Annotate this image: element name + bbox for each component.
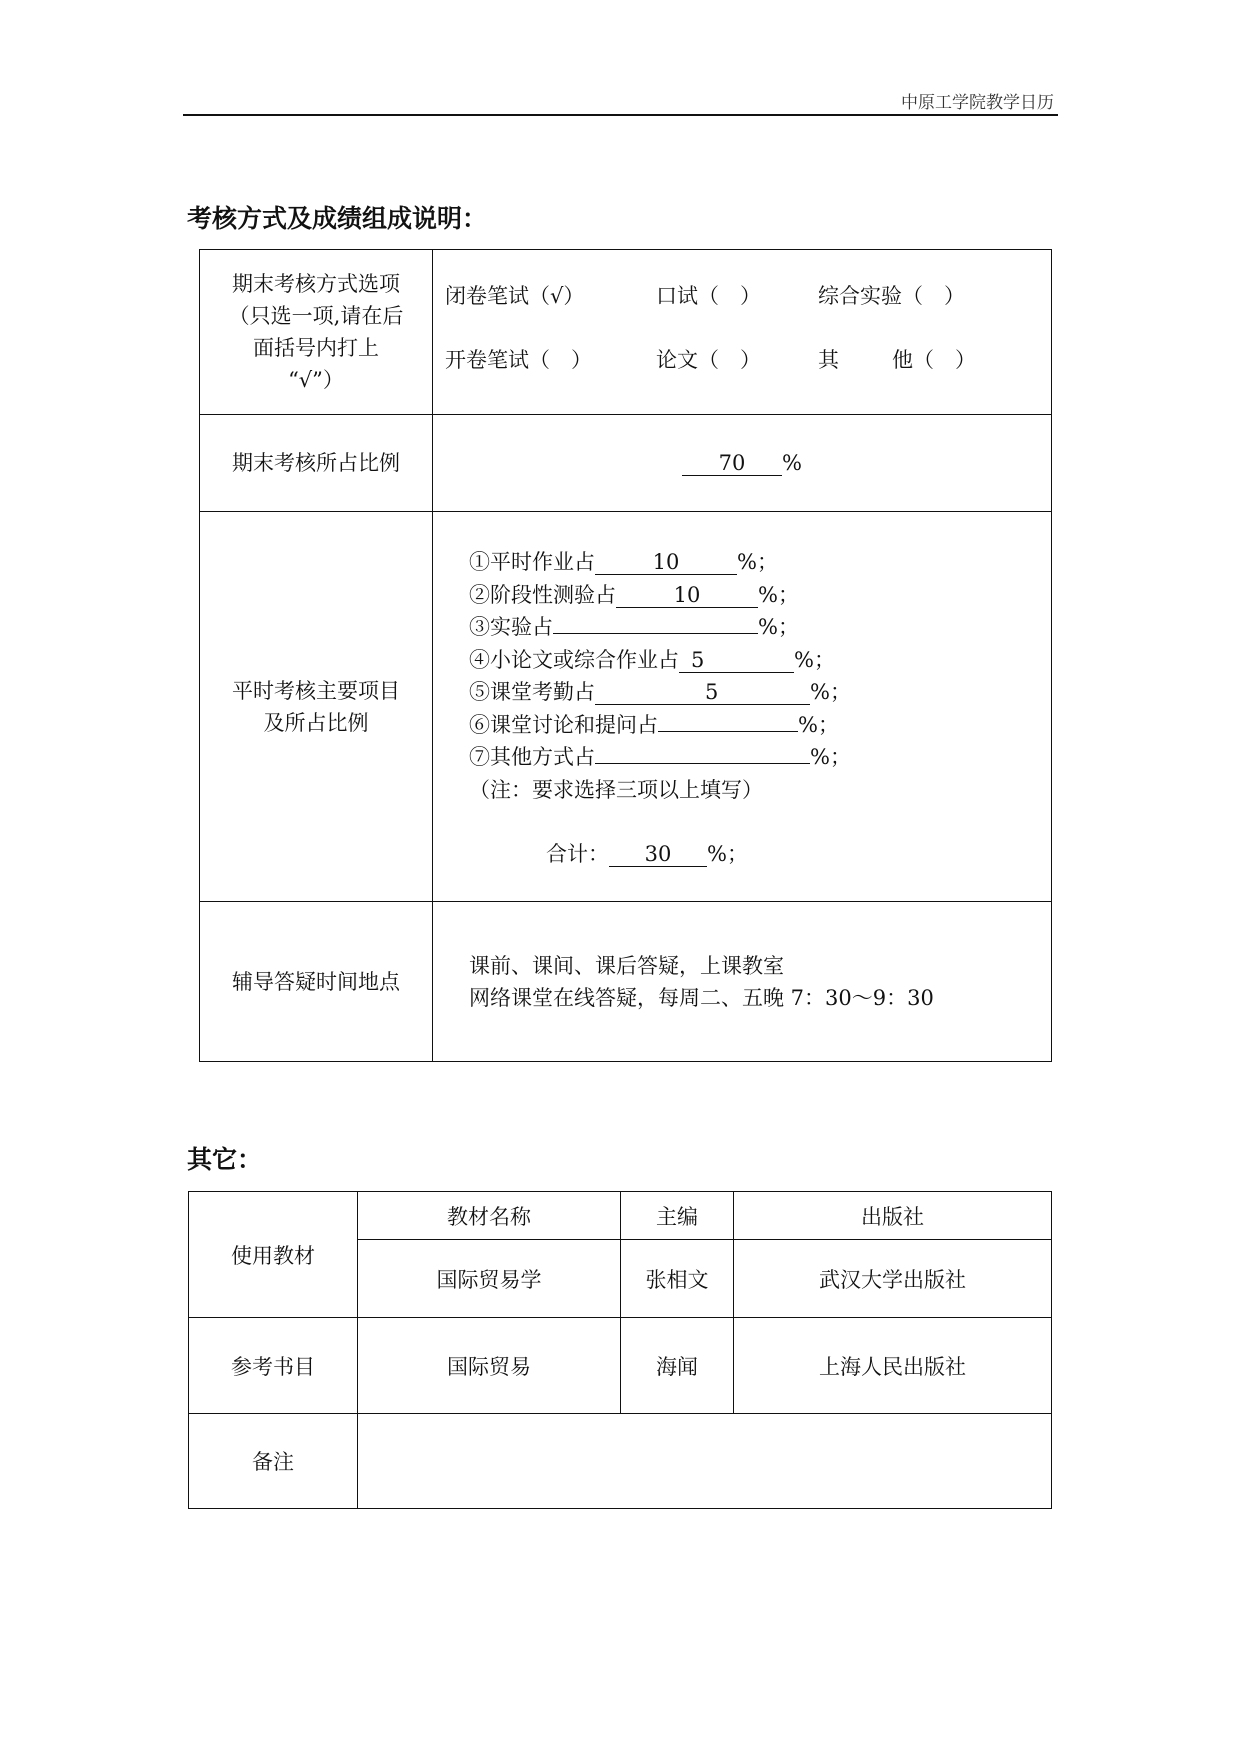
final-ratio-unit: % — [782, 450, 802, 475]
textbook-publisher: 武汉大学出版社 — [734, 1240, 1052, 1318]
final-ratio-cell — [433, 415, 1052, 512]
reference-publisher: 上海人民出版社 — [734, 1318, 1052, 1414]
assessment-table — [199, 249, 1052, 1062]
section-title-assessment: 考核方式及成绩组成说明： — [187, 204, 488, 233]
regular-label: 平时考核主要项目 及所占比例 — [200, 512, 433, 902]
option-oral[interactable]: 口试（ ） — [656, 284, 761, 308]
regular-item: ⑦其他方式占 %； — [469, 745, 851, 769]
tutoring-line: 网络课堂在线答疑，每周二、五晚 7：30～9：30 — [469, 985, 934, 1010]
regular-total-value[interactable]: 30 — [609, 842, 707, 867]
regular-item: ④小论文或综合作业占 5 %； — [469, 647, 835, 672]
page-header: 中原工学院教学日历 — [901, 93, 1054, 113]
header-rule — [183, 114, 1058, 116]
header-name: 教材名称 — [358, 1192, 621, 1240]
option-open-book[interactable]: 开卷笔试（ ） — [445, 348, 592, 372]
regular-note: （注：要求选择三项以上填写） — [469, 777, 763, 802]
tutoring-label: 辅导答疑时间地点 — [200, 902, 433, 1062]
reference-editor: 海闻 — [621, 1318, 734, 1414]
textbook-name: 国际贸易学 — [358, 1240, 621, 1318]
regular-items-list — [469, 546, 851, 806]
reference-label: 参考书目 — [189, 1318, 358, 1414]
option-closed-book[interactable]: 闭卷笔试（√） — [445, 284, 585, 308]
regular-item: ①平时作业占 10 %； — [469, 550, 778, 574]
section-title-other: 其它： — [187, 1145, 263, 1174]
tutoring-line: 课前、课间、课后答疑，上课教室 — [469, 953, 784, 978]
header-editor: 主编 — [621, 1192, 734, 1240]
regular-total: 合计： 30 %； — [546, 842, 748, 866]
option-lab[interactable]: 综合实验（ ） — [818, 284, 965, 308]
option-other-a[interactable]: 其 — [818, 348, 839, 372]
regular-item: ③实验占 %； — [469, 615, 799, 639]
option-thesis[interactable]: 论文（ ） — [656, 348, 761, 372]
final-ratio-label: 期末考核所占比例 — [200, 415, 433, 512]
reference-name: 国际贸易 — [358, 1318, 621, 1414]
regular-items-cell — [433, 512, 1052, 902]
regular-item: ②阶段性测验占 10 %； — [469, 582, 799, 607]
remarks-label: 备注 — [189, 1414, 358, 1509]
exam-method-options — [433, 250, 1052, 415]
remarks-value[interactable] — [358, 1414, 1052, 1509]
exam-method-label: 期末考核方式选项 （只选一项,请在后 面括号内打上 “√”） — [200, 250, 433, 415]
tutoring-cell — [433, 902, 1052, 1062]
regular-item: ⑥课堂讨论和提问占 %； — [469, 712, 839, 737]
option-other-b[interactable]: 他（ ） — [892, 348, 976, 372]
regular-item: ⑤课堂考勤占 5 %； — [469, 680, 851, 704]
final-ratio-value[interactable]: 70 — [682, 451, 782, 476]
textbook-table — [188, 1191, 1052, 1509]
header-publisher: 出版社 — [734, 1192, 1052, 1240]
textbook-editor: 张相文 — [621, 1240, 734, 1318]
textbook-label: 使用教材 — [189, 1192, 358, 1318]
